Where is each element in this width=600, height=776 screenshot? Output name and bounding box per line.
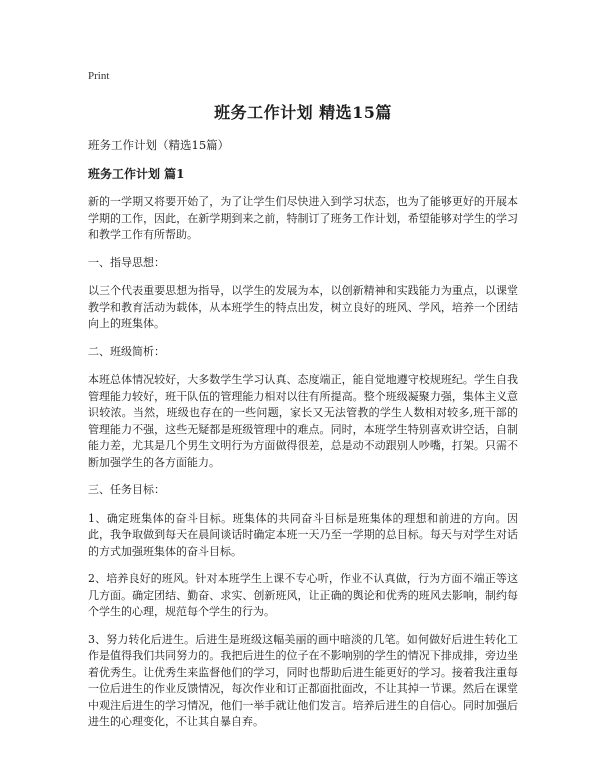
guiding-ideology-paragraph: 以三个代表重要思想为指导，以学生的发展为本，以创新精神和实践能力为重点，以课堂教学和教育活动为载体，从本班学生的特点出发，树立良好的班风、学风，培养一个团结向上的班集体。 [88, 284, 518, 330]
document-title: 班务工作计划 精选15篇 [214, 103, 392, 122]
document-page [88, 70, 518, 742]
class-analysis-paragraph: 本班总体情况较好，大多数学生学习认真、态度端正，能自觉地遵守校规班纪。学生自我管理能力较好，班干队伍的管理能力相对以往有所提高。整个班级凝聚力强，集体主义意识较浓。当然，班级也存在的一些问题，家长又无法管教的学生人数相对较多,班干部的管理能力不强，这些无疑都是班级管理中的难点。同时，本班学生特别喜欢讲空话，自制能力差，尤其是几个男生文明行为方面做得很差，总是动不动跟别人吵嘴，打架。只需不断加强学生的各方面能力。 [88, 373, 518, 469]
document-subtitle: 班务工作计划（精选15篇） [88, 138, 230, 152]
goal-1-paragraph: 1、确定班集体的奋斗目标。班集体的共同奋斗目标是班集体的理想和前进的方向。因此，我争取做到每天在晨间谈话时确定本班一天乃至一学期的总目标。每天与对学生对话的方式加强班集体的奋斗目标。 [88, 511, 518, 558]
section-heading: 班务工作计划 篇1 [88, 167, 185, 181]
heading-guiding-ideology: 一、指导思想： [88, 255, 165, 269]
print-label[interactable]: Print [88, 70, 110, 82]
goal-2-paragraph: 2、培养良好的班风。针对本班学生上课不专心听，作业不认真做，行为方面不端正等这几方面。确定团结、勤奋、求实、创新班风，让正确的舆论和优秀的班风去影响，制约每个学生的心理，规范每个学生的行为。 [88, 572, 518, 618]
intro-paragraph: 新的一学期又将要开始了，为了让学生们尽快进入到学习状态，也为了能够更好的开展本学期的工作，因此，在新学期到来之前，特制订了班务工作计划，希望能够对学生的学习和教学工作有所帮助。 [88, 195, 518, 241]
heading-task-goals: 三、任务目标： [88, 483, 165, 496]
goal-3-paragraph: 3、努力转化后进生。后进生是班级这幅美丽的画中暗淡的几笔。如何做好后进生转化工作是值得我们共同努力的。我把后进生的位子在不影响别的学生的情况下排成排，旁边坐着优秀生。让优秀生来监督他们的学习，同时也帮助后进生能更好的学习。接着我注重每一位后进生的作业反馈情况，每次作业和订正都面批面改，不让其掉一节课。然后在课堂中观注后进生的学习情况，他们一举手就让他们发言。培养后进生的自信心。同时加强后进生的心理变化，不让其自暴自弃。 [88, 632, 518, 728]
heading-class-analysis: 二、班级简析： [88, 344, 165, 358]
